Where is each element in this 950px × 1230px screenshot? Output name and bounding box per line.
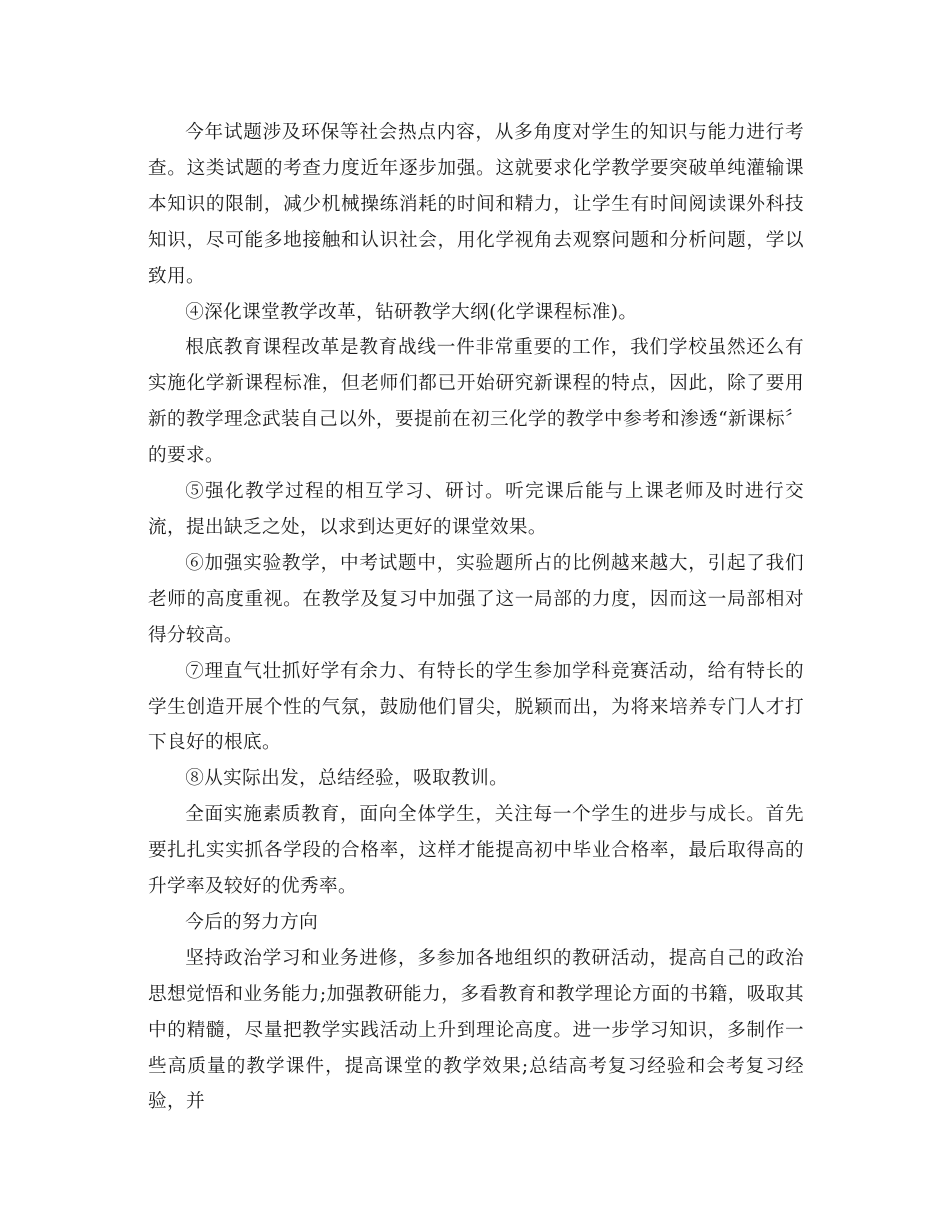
paragraph-future-plan: 坚持政治学习和业务进修，多参加各地组织的教研活动，提高自己的政治思想觉悟和业务能力;加强教研能力，多看教育和教学理论方面的书籍，吸取其中的精髓，尽量把教学实践活动上升到理论高度。进一步学习知识，多制作一些高质量的教学课件，提高课堂的教学效果;总结高考复习经验和会考复习经验，并 [148,947,804,1113]
paragraph-item-7: ⑦理直气壮抓好学有余力、有特长的学生参加学科竞赛活动，给有特长的学生创造开展个性的气氛，鼓励他们冒尖，脱颖而出，为将来培养专门人才打下良好的根底。 [148,660,804,754]
paragraph-item-5: ⑤强化教学过程的相互学习、研讨。听完课后能与上课老师及时进行交流，提出缺乏之处，以求到达更好的课堂效果。 [148,481,804,538]
document-body [148,115,804,1120]
paragraph-item-8-heading: ⑧从实际出发，总结经验，吸取教训。 [185,768,509,790]
section-heading-future-direction: 今后的努力方向 [185,911,319,933]
paragraph-exam-analysis: 今年试题涉及环保等社会热点内容，从多角度对学生的知识与能力进行考查。这类试题的考查力度近年逐步加强。这就要求化学教学要突破单纯灌输课本知识的限制，减少机械操练消耗的时间和精力，让学生有时间阅读课外科技知识，尽可能多地接触和认识社会，用化学视角去观察问题和分析问题，学以致用。 [148,122,804,287]
paragraph-item-4-heading: ④深化课堂教学改革，钻研教学大纲(化学课程标准)。 [185,301,638,323]
paragraph-quality-education: 全面实施素质教育，面向全体学生，关注每一个学生的进步与成长。首先要扎扎实实抓各学段的合格率，这样才能提高初中毕业合格率，最后取得高的升学率及较好的优秀率。 [148,804,804,898]
paragraph-curriculum-reform: 根底教育课程改革是教育战线一件非常重要的工作，我们学校虽然还么有实施化学新课程标准，但老师们都已开始研究新课程的特点，因此，除了要用新的教学理念武装自己以外，要提前在初三化学的教学中参考和渗透“新课标〞的要求。 [148,337,804,467]
paragraph-item-6: ⑥加强实验教学，中考试题中，实验题所占的比例越来越大，引起了我们老师的高度重视。在教学及复习中加强了这一局部的力度，因而这一局部相对得分较高。 [148,552,804,646]
